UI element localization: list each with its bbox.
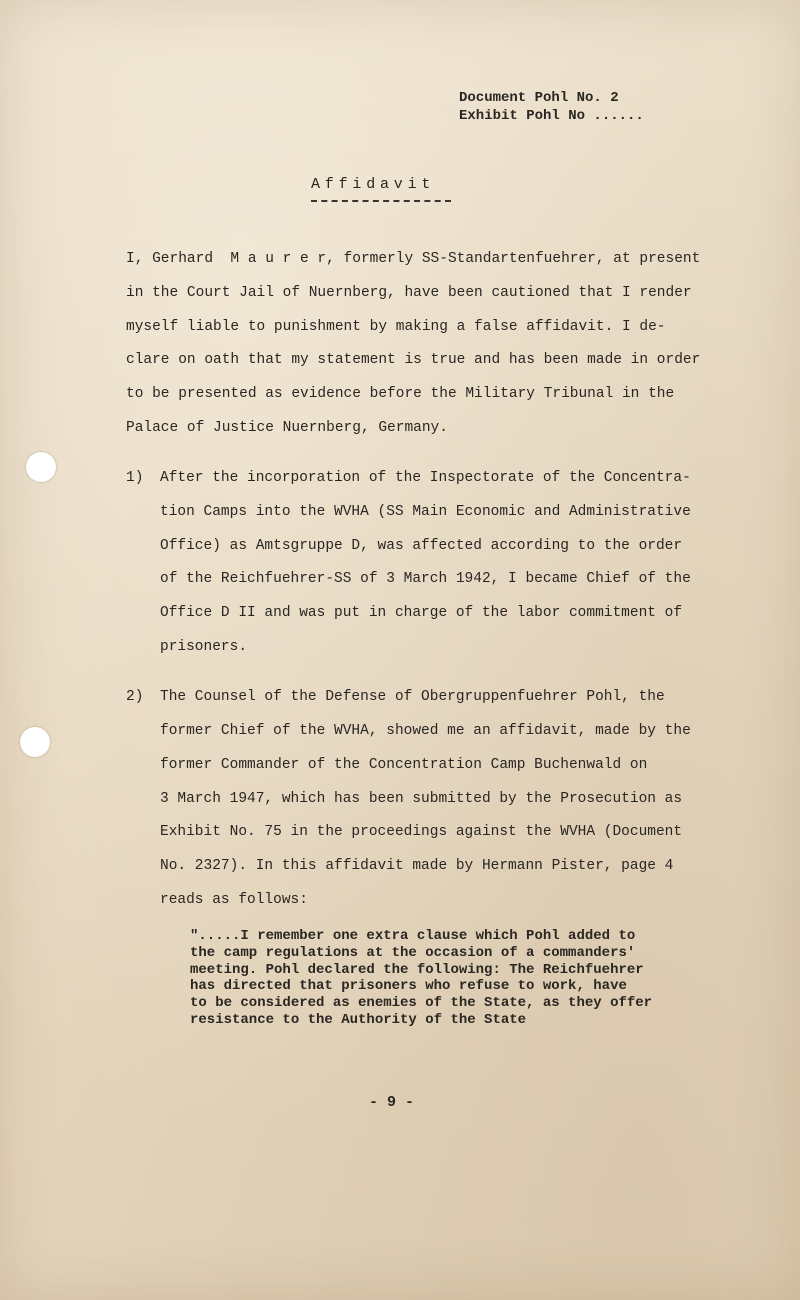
paragraph-1-number: 1) (126, 470, 144, 486)
paragraph-2-line: former Commander of the Concentration Camp Buchenwald on (160, 757, 648, 773)
paragraph-2-line: 3 March 1947, which has been submitted by the Prosecution as (160, 791, 683, 807)
intro-line: in the Court Jail of Nuernberg, have been cautioned that I render (126, 285, 692, 301)
punch-hole-top (26, 452, 56, 482)
paragraph-2-line: former Chief of the WVHA, showed me an affidavit, made by the (160, 723, 691, 739)
intro-line: to be presented as evidence before the Military Tribunal in the (126, 386, 675, 402)
title-underline (311, 200, 451, 202)
intro-line: myself liable to punishment by making a false affidavit. I de- (126, 319, 666, 335)
paragraph-1-line: After the incorporation of the Inspectorate of the Concentra- (160, 470, 691, 486)
document-reference (459, 89, 644, 125)
intro-line: clare on oath that my statement is true and has been made in order (126, 352, 701, 368)
paragraph-2-line: reads as follows: (160, 892, 308, 908)
punch-hole-bottom (20, 727, 50, 757)
paragraph-2-line: Exhibit No. 75 in the proceedings against the WVHA (Document (160, 824, 683, 840)
exhibit-number: Exhibit Pohl No ...... (459, 108, 644, 124)
paragraph-1-line: Office D II and was put in charge of the labor commitment of (160, 605, 683, 621)
quote-line: ".....I remember one extra clause which Pohl added to (190, 928, 636, 944)
paragraph-2-number: 2) (126, 689, 144, 705)
quote-line: meeting. Pohl declared the following: The Reichfuehrer (190, 962, 644, 978)
page-number: - 9 - (369, 1094, 415, 1111)
paragraph-2-line: No. 2327). In this affidavit made by Hermann Pister, page 4 (160, 858, 674, 874)
quote-line: resistance to the Authority of the State (190, 1012, 527, 1028)
quote-line: has directed that prisoners who refuse to work, have (190, 978, 627, 994)
quote-line: the camp regulations at the occasion of a commanders' (190, 945, 636, 961)
paragraph-1-line: tion Camps into the WVHA (SS Main Economic and Administrative (160, 504, 691, 520)
paragraph-1-line: prisoners. (160, 639, 248, 655)
quote-line: to be considered as enemies of the State, as they offer (190, 995, 653, 1011)
intro-line: I, Gerhard M a u r e r, formerly SS-Standartenfuehrer, at present (126, 251, 701, 267)
affidavit-title: Affidavit (311, 176, 436, 193)
paragraph-1-line: of the Reichfuehrer-SS of 3 March 1942, I became Chief of the (160, 571, 691, 587)
document-number: Document Pohl No. 2 (459, 90, 619, 106)
intro-line: Palace of Justice Nuernberg, Germany. (126, 420, 448, 436)
paragraph-2-line: The Counsel of the Defense of Obergruppenfuehrer Pohl, the (160, 689, 665, 705)
paragraph-1-line: Office) as Amtsgruppe D, was affected according to the order (160, 538, 683, 554)
